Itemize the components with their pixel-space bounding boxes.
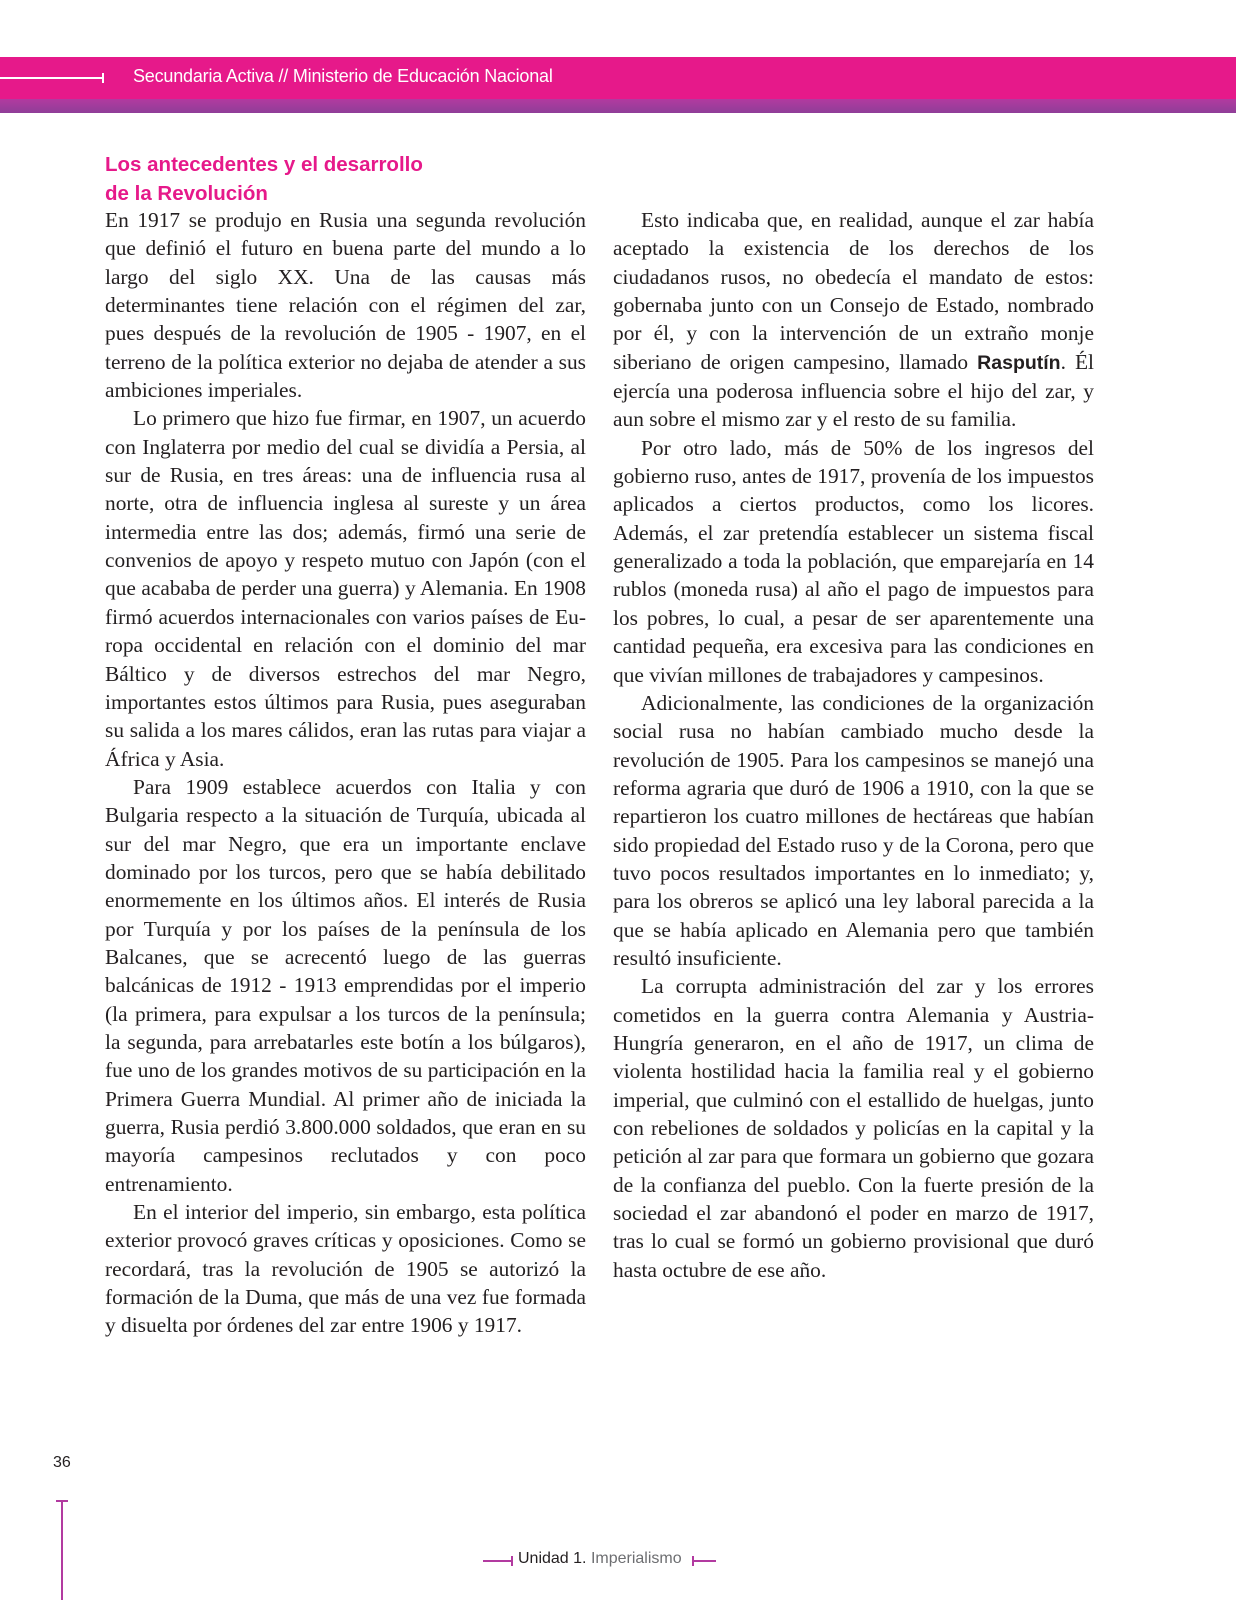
left-column bbox=[105, 206, 586, 1340]
footer-rule-right bbox=[692, 1560, 716, 1562]
paragraph: En 1917 se produjo en Rusia una segunda revolución que definió el futuro en buena parte del mundo a lo largo del siglo XX. Una de las causas más determinantes tiene relación con el régimen del zar, pues después de la revolución de 1905 - 1907, en el terreno de la política exterior no dejaba de atender a sus ambiciones imperiales. bbox=[105, 208, 586, 403]
bold-term: Rasputín bbox=[977, 351, 1061, 374]
header-rule-tick bbox=[102, 73, 104, 83]
right-column bbox=[613, 206, 1094, 1284]
header-rule bbox=[0, 77, 103, 79]
paragraph: Adicionalmente, las condiciones de la organización social rusa no habían cambiado mucho desde la revolución de 1905. Para los campesinos se manejó una reforma agraria que duró de 1906 a 1910, con la que se repartieron los cuatro millones de hectáreas que habían sido propiedad del Estado ruso y de la Corona, pero que tuvo pocos resultados importantes en lo inmediato; y, para los obreros se aplicó una ley laboral parecida a la que se había aplicado en Alemania pero que también resultó insuficiente. bbox=[613, 690, 1094, 970]
footer-rule-left bbox=[483, 1560, 513, 1562]
paragraph-text: Esto indicaba que, en realidad, aunque el zar había aceptado la existencia de los derechos de los ciudadanos rusos, no obedecía el mandato de estos: gobernaba junto con un Consejo de Estado, nombrado por él, y con la intervención de un extraño monje siberiano de origen campesino, llamado bbox=[613, 208, 1094, 374]
header-stripe bbox=[0, 99, 1236, 113]
paragraph-text: . Él ejercía una poderosa influencia sobre el hijo del zar, y aun sobre el mismo zar y el resto de su familia. bbox=[613, 349, 1094, 432]
section-heading-line1: Los antecedentes y el desarrollo bbox=[105, 153, 423, 176]
paragraph: Por otro lado, más de 50% de los ingresos del gobierno ruso, antes de 1917, provenía de los impuestos aplicados a ciertos productos, como los licores. Además, el zar pretendía establecer un sistema fiscal generalizado a toda la población, que emparejaría en 14 rublos (moneda rusa) al año el pago de impuestos para los pobres, lo cual, a pesar de ser aparentemente una cantidad pequeña, era excesiva para las condiciones en que vivían millones de trabajadores y campesinos. bbox=[613, 435, 1094, 687]
paragraph: En el interior del imperio, sin embargo, esta política exterior provocó graves críticas y oposiciones. Como se recordará, tras la revolución de 1905 se autorizó la formación de la Duma, que más de una vez fue formada y disuelta por órdenes del zar entre 1906 y 1917. bbox=[105, 1200, 586, 1338]
page-number: 36 bbox=[53, 1454, 71, 1471]
paragraph: La corrupta administración del zar y los errores cometidos en la guerra contra Alemania y Austria-Hungría generaron, en el año de 1917, un clima de violenta hostilidad hacia la familia real y el gobierno imperial, que culminó con el estallido de huelgas, junto con rebeliones de soldados y policías en la capital y la petición al zar para que formara un gobierno que gozara de la confianza del pueblo. Con la fuerte presión de la sociedad el zar abandonó el poder en marzo de 1917, tras lo cual se formó un gobierno provisional que duró hasta octubre de ese año. bbox=[613, 974, 1094, 1282]
paragraph bbox=[613, 206, 1094, 434]
footer-unit-label: Unidad 1. bbox=[518, 1550, 587, 1567]
section-heading-line2: de la Revolución bbox=[105, 182, 268, 205]
margin-rule-tick bbox=[56, 1500, 68, 1502]
footer-label bbox=[518, 1550, 682, 1568]
footer-rule-left-tick bbox=[511, 1556, 513, 1566]
header-title: Secundaria Activa // Ministerio de Educación Nacional bbox=[133, 66, 553, 86]
paragraph: Para 1909 establece acuerdos con Italia y con Bulgaria respecto a la situación de Turquía, ubicada al sur del mar Negro, que era un importante enclave dominado por los turcos, pero que se había debilitado enormemente en los últimos años. El interés de Rusia por Turquía y por los países de la península de los Balcanes, que se acrecentó luego de las guerras balcánicas de 1912 - 1913 emprendidas por el imperio (la primera, para expulsar a los turcos de la península; la segunda, para arrebatarles este botín a los búlgaros), fue uno de los grandes motivos de su participación en la Primera Guerra Mundial. Al primer año de iniciada la guerra, Rusia perdió 3.800.000 soldados, que eran en su mayoría campesinos reclutados y con poco entrenamiento. bbox=[105, 774, 586, 1196]
footer-unit-title: Imperialismo bbox=[590, 1550, 682, 1567]
footer-rule-right-tick bbox=[692, 1556, 694, 1566]
section-heading bbox=[105, 150, 525, 208]
paragraph: Lo primero que hizo fue firmar, en 1907, un acuerdo con Inglaterra por medio del cual se dividía a Persia, al sur de Rusia, en tres áreas: una de influencia rusa al norte, otra de influencia inglesa al sureste y un área intermedia entre las dos; además, firmó una serie de convenios de apoyo y respeto mutuo con Japón (con el que acababa de perder una guerra) y Alemania. En 1908 firmó acuerdos internacionales con varios países de Europa occidental en relación con el dominio del mar Báltico y de diversos estrechos del mar Negro, importantes estos últimos para Rusia, pues aseguraban su salida a los mares cálidos, eran las rutas para viajar a África y Asia. bbox=[105, 406, 586, 771]
footer bbox=[0, 1548, 1236, 1572]
